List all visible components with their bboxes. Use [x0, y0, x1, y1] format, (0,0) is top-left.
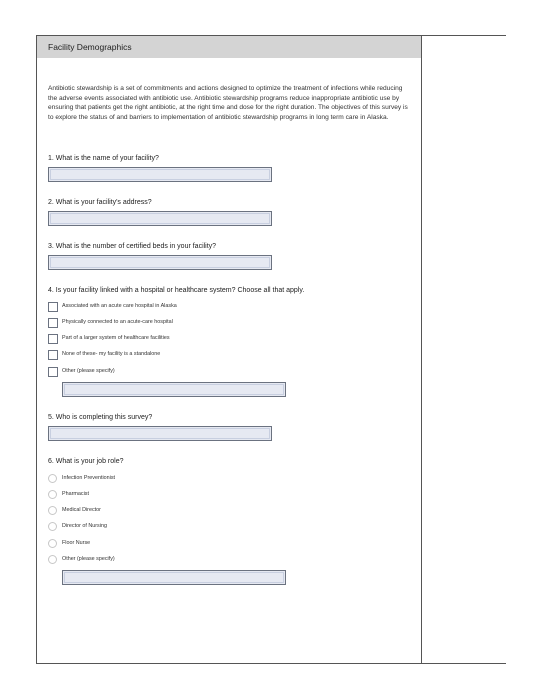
question-4-label: 4. Is your facility linked with a hospital or healthcare system? Choose all that apply. [48, 287, 305, 294]
q4-other-specify-input[interactable] [62, 382, 286, 397]
intro-paragraph: Antibiotic stewardship is a set of commitments and actions designed to optimize the treatment of infections while reducing the adverse events associated with antibiotic use. Antibiotic stewardship programs reduce inappropriate antibiotic use by ensuring that patients get the right antibiotic, at the right time and dose for the right duration. The objectives of this survey is to explore the status of and barriers to implementation of antibiotic stewardship programs in long term care in Alaska. [48, 85, 408, 122]
option-label: None of these- my facility is a standalone [62, 351, 161, 357]
facility-name-input[interactable] [48, 167, 272, 182]
option-label: Physically connected to an acute-care hospital [62, 319, 173, 325]
question-5-label: 5. Who is completing this survey? [48, 414, 153, 421]
option-label: Part of a larger system of healthcare facilities [62, 335, 170, 341]
checkbox[interactable] [48, 350, 58, 360]
radio-button[interactable] [48, 506, 57, 515]
radio-button[interactable] [48, 555, 57, 564]
radio-button[interactable] [48, 474, 57, 483]
question-3-label: 3. What is the number of certified beds in your facility? [48, 243, 217, 250]
checkbox[interactable] [48, 334, 58, 344]
checkbox[interactable] [48, 302, 58, 312]
option-label: Floor Nurse [62, 540, 91, 546]
option-label: Other (please specify) [62, 556, 115, 562]
question-1-label: 1. What is the name of your facility? [48, 155, 159, 162]
option-label: Infection Preventionist [62, 475, 116, 481]
checkbox[interactable] [48, 318, 58, 328]
sheet-left-border [36, 35, 37, 664]
checkbox[interactable] [48, 367, 58, 377]
radio-button[interactable] [48, 522, 57, 531]
question-2-label: 2. What is your facility's address? [48, 199, 152, 206]
facility-address-input[interactable] [48, 211, 272, 226]
certified-beds-input[interactable] [48, 255, 272, 270]
survey-completer-input[interactable] [48, 426, 272, 441]
option-label: Associated with an acute care hospital in Alaska [62, 303, 177, 309]
q6-other-specify-input[interactable] [62, 570, 286, 585]
section-header [37, 36, 421, 58]
option-label: Other (please specify) [62, 368, 115, 374]
radio-button[interactable] [48, 539, 57, 548]
question-6-label: 6. What is your job role? [48, 458, 124, 465]
option-label: Pharmacist [62, 491, 89, 497]
option-label: Medical Director [62, 507, 101, 513]
radio-button[interactable] [48, 490, 57, 499]
option-label: Director of Nursing [62, 523, 107, 529]
sheet-bottom-border [36, 663, 506, 664]
section-title: Facility Demographics [48, 42, 132, 52]
sheet-column-divider [421, 35, 422, 664]
